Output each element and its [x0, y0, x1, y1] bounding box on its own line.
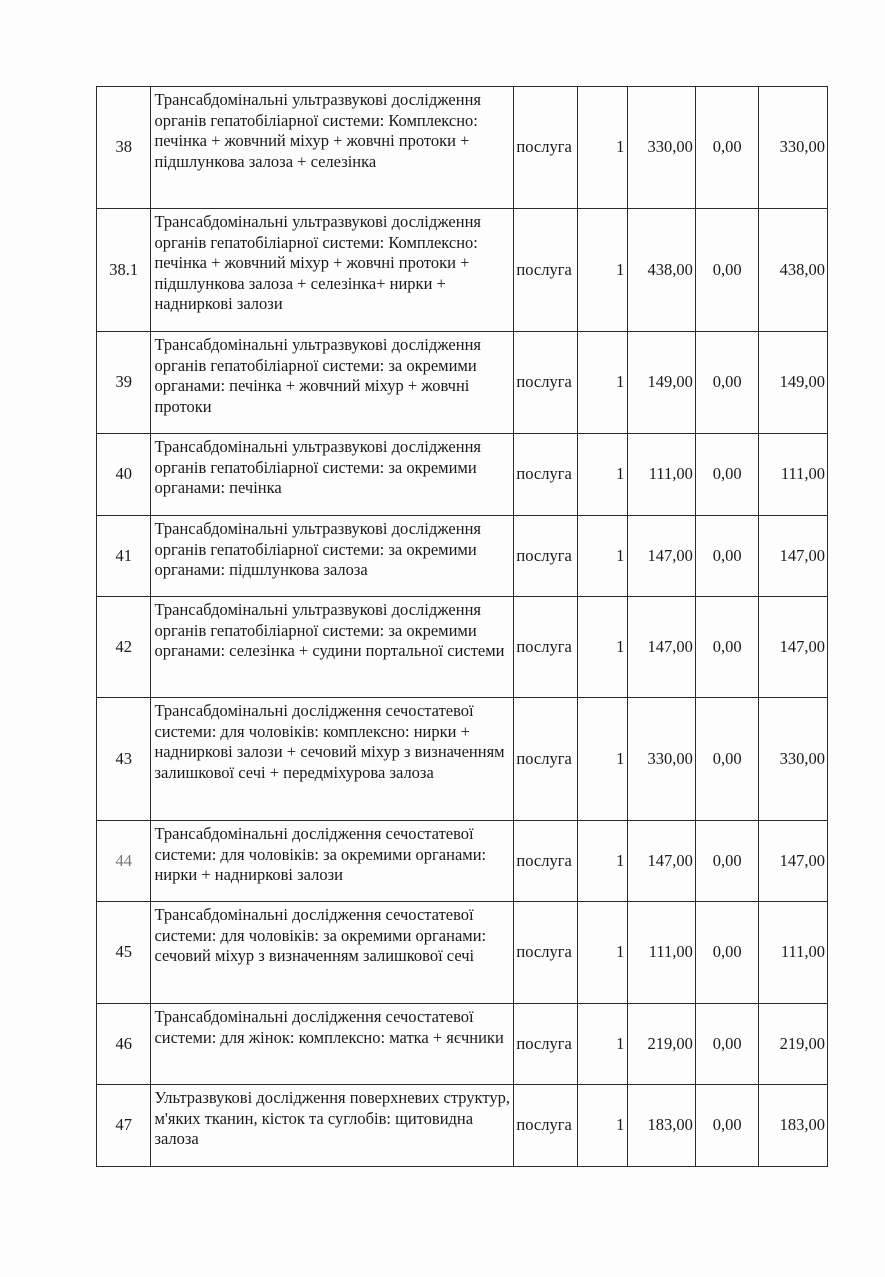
quantity-cell: 1	[577, 902, 627, 1004]
row-number: 38	[97, 87, 151, 209]
total-cell: 219,00	[759, 1004, 828, 1085]
unit-cell: послуга	[514, 87, 578, 209]
service-name: Ультразвукові дослідження поверхневих структур, м'яких тканин, кісток та суглобів: щитовидна залоза	[151, 1085, 514, 1167]
price-cell: 111,00	[628, 434, 696, 516]
price-cell: 147,00	[628, 597, 696, 698]
unit-cell: послуга	[514, 902, 578, 1004]
service-name: Трансабдомінальні ультразвукові дослідження органів гепатобіліарної системи: Комплексно: печінка + жовчний міхур + жовчні протоки + підшлункова залоза + селезінка+ нирки + надниркові залози	[151, 209, 514, 332]
total-cell: 111,00	[759, 434, 828, 516]
service-name: Трансабдомінальні ультразвукові дослідження органів гепатобіліарної системи: за окремими органами: підшлункова залоза	[151, 516, 514, 597]
total-cell: 147,00	[759, 821, 828, 902]
service-name: Трансабдомінальні ультразвукові дослідження органів гепатобіліарної системи: Комплексно: печінка + жовчний міхур + жовчні протоки + підшлункова залоза + селезінка	[151, 87, 514, 209]
row-number: 40	[97, 434, 151, 516]
discount-cell: 0,00	[695, 821, 759, 902]
table-row	[97, 902, 828, 1004]
service-name: Трансабдомінальні ультразвукові дослідження органів гепатобіліарної системи: за окремими органами: печінка + жовчний міхур + жовчні протоки	[151, 332, 514, 434]
discount-cell: 0,00	[695, 902, 759, 1004]
price-table-body	[97, 87, 828, 1167]
discount-cell: 0,00	[695, 597, 759, 698]
total-cell: 149,00	[759, 332, 828, 434]
discount-cell: 0,00	[695, 209, 759, 332]
price-cell: 219,00	[628, 1004, 696, 1085]
row-number: 46	[97, 1004, 151, 1085]
table-row	[97, 821, 828, 902]
price-cell: 111,00	[628, 902, 696, 1004]
row-number: 42	[97, 597, 151, 698]
quantity-cell: 1	[577, 821, 627, 902]
quantity-cell: 1	[577, 1085, 627, 1167]
quantity-cell: 1	[577, 1004, 627, 1085]
price-cell: 438,00	[628, 209, 696, 332]
table-row	[97, 597, 828, 698]
service-name: Трансабдомінальні дослідження сечостатевої системи: для жінок: комплексно: матка + яєчники	[151, 1004, 514, 1085]
discount-cell: 0,00	[695, 434, 759, 516]
unit-cell: послуга	[514, 209, 578, 332]
service-name: Трансабдомінальні дослідження сечостатевої системи: для чоловіків: за окремими органами: сечовий міхур з визначенням залишкової сечі	[151, 902, 514, 1004]
row-number: 47	[97, 1085, 151, 1167]
quantity-cell: 1	[577, 209, 627, 332]
table-row	[97, 434, 828, 516]
service-name: Трансабдомінальні ультразвукові дослідження органів гепатобіліарної системи: за окремими органами: печінка	[151, 434, 514, 516]
quantity-cell: 1	[577, 332, 627, 434]
total-cell: 147,00	[759, 597, 828, 698]
price-cell: 330,00	[628, 87, 696, 209]
table-row	[97, 698, 828, 821]
price-cell: 147,00	[628, 821, 696, 902]
table-row	[97, 516, 828, 597]
total-cell: 438,00	[759, 209, 828, 332]
discount-cell: 0,00	[695, 1004, 759, 1085]
table-row	[97, 332, 828, 434]
row-number: 43	[97, 698, 151, 821]
service-name: Трансабдомінальні ультразвукові дослідження органів гепатобіліарної системи: за окремими органами: селезінка + судини портальної системи	[151, 597, 514, 698]
discount-cell: 0,00	[695, 698, 759, 821]
total-cell: 330,00	[759, 698, 828, 821]
row-number: 38.1	[97, 209, 151, 332]
unit-cell: послуга	[514, 1004, 578, 1085]
price-list-table	[96, 86, 828, 1167]
service-name: Трансабдомінальні дослідження сечостатевої системи: для чоловіків: комплексно: нирки + надниркові залози + сечовий міхур з визначенням залишкової сечі + передміхурова залоза	[151, 698, 514, 821]
quantity-cell: 1	[577, 698, 627, 821]
unit-cell: послуга	[514, 332, 578, 434]
table-row	[97, 209, 828, 332]
discount-cell: 0,00	[695, 516, 759, 597]
price-cell: 183,00	[628, 1085, 696, 1167]
unit-cell: послуга	[514, 597, 578, 698]
discount-cell: 0,00	[695, 332, 759, 434]
quantity-cell: 1	[577, 597, 627, 698]
unit-cell: послуга	[514, 434, 578, 516]
unit-cell: послуга	[514, 698, 578, 821]
table-row	[97, 1085, 828, 1167]
price-cell: 330,00	[628, 698, 696, 821]
discount-cell: 0,00	[695, 1085, 759, 1167]
total-cell: 183,00	[759, 1085, 828, 1167]
row-number: 39	[97, 332, 151, 434]
price-cell: 149,00	[628, 332, 696, 434]
unit-cell: послуга	[514, 1085, 578, 1167]
table-row	[97, 1004, 828, 1085]
row-number: 44	[97, 821, 151, 902]
discount-cell: 0,00	[695, 87, 759, 209]
quantity-cell: 1	[577, 87, 627, 209]
total-cell: 330,00	[759, 87, 828, 209]
unit-cell: послуга	[514, 516, 578, 597]
row-number: 45	[97, 902, 151, 1004]
row-number: 41	[97, 516, 151, 597]
total-cell: 147,00	[759, 516, 828, 597]
quantity-cell: 1	[577, 516, 627, 597]
total-cell: 111,00	[759, 902, 828, 1004]
unit-cell: послуга	[514, 821, 578, 902]
price-cell: 147,00	[628, 516, 696, 597]
quantity-cell: 1	[577, 434, 627, 516]
service-name: Трансабдомінальні дослідження сечостатевої системи: для чоловіків: за окремими органами: нирки + надниркові залози	[151, 821, 514, 902]
table-row	[97, 87, 828, 209]
